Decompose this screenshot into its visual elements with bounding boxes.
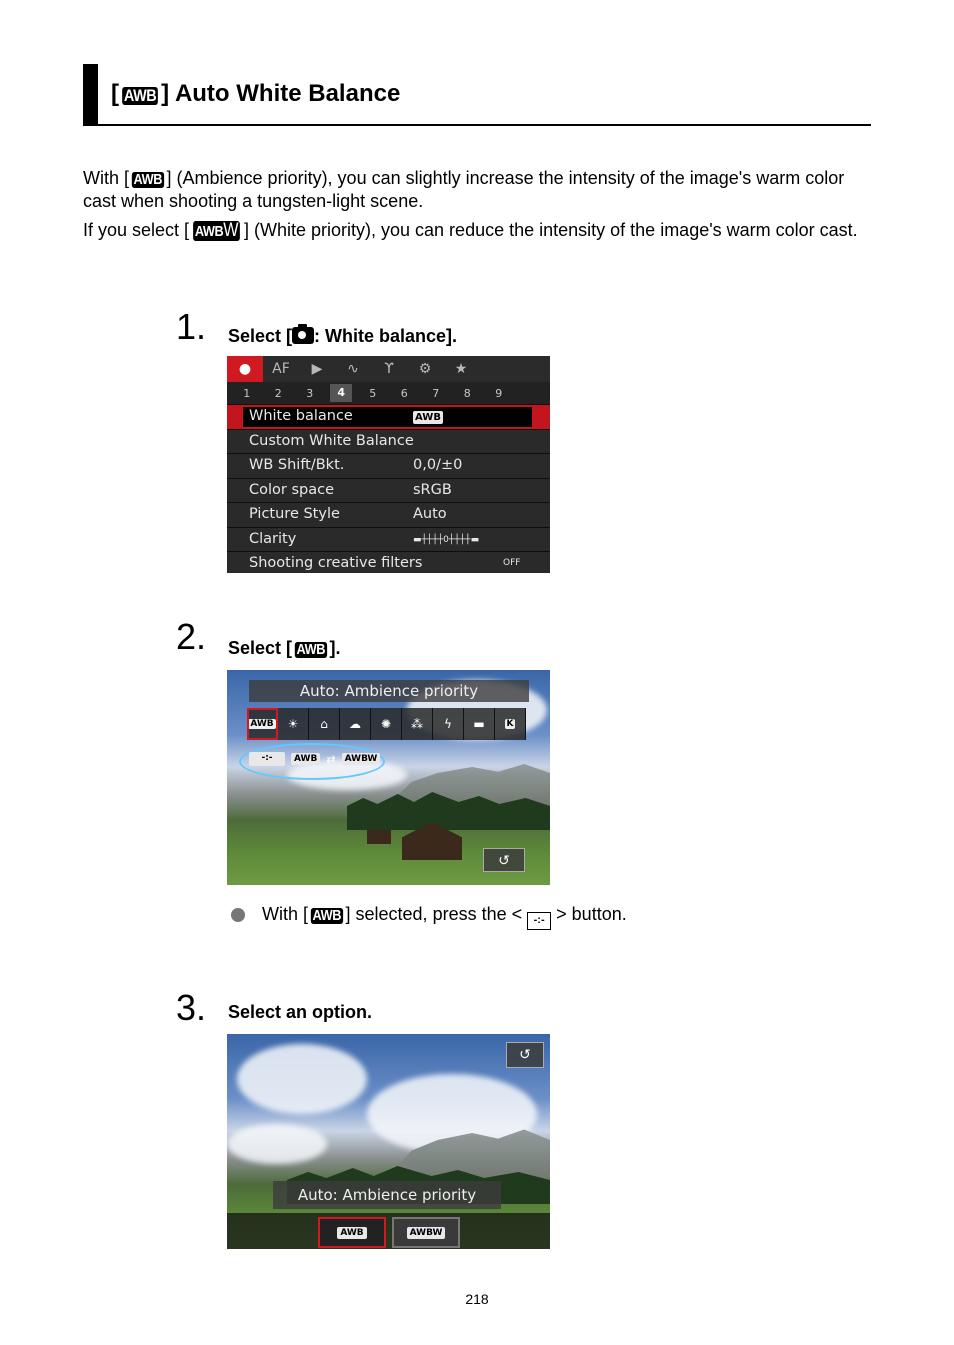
wb-option-fluorescent[interactable]: ⁂ [402, 708, 433, 740]
heading-bar [83, 64, 98, 126]
menu-tab-bar [227, 356, 550, 382]
cloud [237, 1044, 367, 1114]
text: Select [ [228, 326, 293, 346]
awb-white-icon: AWBW [342, 753, 381, 765]
awb-icon: AWB [337, 1227, 366, 1239]
back-button[interactable]: ↺ [483, 848, 525, 872]
wb-mode-title: Auto: Ambience priority [249, 680, 529, 702]
menu-item-value: sRGB [413, 481, 452, 498]
text: If you select [ [83, 220, 190, 240]
menu-item-label: White balance [249, 408, 353, 424]
wb-option-shade[interactable]: ⌂ [309, 708, 340, 740]
cloud [227, 1124, 327, 1164]
page-4[interactable]: 4 [330, 384, 352, 402]
text: ] selected, press the < [345, 904, 523, 924]
menu-item-picture-style[interactable] [227, 502, 550, 527]
icon-text: AWB [194, 223, 224, 240]
step-label-2 [228, 638, 341, 659]
title-text: ] Auto White Balance [161, 80, 401, 107]
tab-playback[interactable]: ▶ [311, 361, 323, 377]
option-bar [227, 1213, 550, 1249]
menu-item-label: Clarity [249, 530, 297, 547]
page-1[interactable]: 1 [243, 386, 251, 400]
awb-icon: AWB [291, 753, 320, 765]
text: : White balance]. [314, 326, 458, 346]
text: With [ [262, 904, 309, 924]
wb-option-tungsten[interactable]: ✺ [371, 708, 402, 740]
menu-item-value: 0,0/±0 [413, 457, 463, 473]
page-8[interactable]: 8 [463, 386, 471, 400]
text: ]. [329, 638, 341, 658]
heading-rule [83, 124, 871, 126]
awb-icon: AWB [123, 86, 157, 105]
tab-wireless[interactable]: ∿ [347, 361, 359, 377]
bracket: [ [111, 80, 119, 107]
intro-paragraph-1 [83, 167, 873, 213]
wb-option-awb[interactable] [247, 708, 278, 740]
text: > button. [556, 904, 627, 924]
text: ] (Ambience priority), you can slightly increase the intensity of the image's warm color cast when shooting a tungsten-light scene. [83, 168, 845, 211]
wb-option-custom[interactable]: ▬ [464, 708, 495, 740]
step-label-3: Select an option. [228, 1002, 373, 1022]
menu-item-white-balance[interactable] [227, 404, 550, 429]
page-6[interactable]: 6 [400, 386, 408, 400]
awb-icon: AWB [296, 641, 326, 658]
kelvin-icon: K [506, 719, 514, 729]
intro-paragraph-2 [83, 219, 873, 242]
menu-item-wb-shift[interactable] [227, 453, 550, 478]
menu-item-color-space[interactable] [227, 478, 550, 503]
awb-white-icon [193, 221, 240, 241]
wb-options-bar [247, 708, 526, 740]
page-number: 218 [465, 1291, 489, 1307]
page-9[interactable]: 9 [495, 386, 503, 400]
back-button[interactable]: ↺ [506, 1042, 544, 1068]
hut-small [367, 830, 391, 844]
menu-item-label: WB Shift/Bkt. [249, 457, 345, 473]
tab-mymenu[interactable]: ★ [454, 361, 468, 377]
page-5[interactable]: 5 [369, 386, 377, 400]
awb-icon: AWB [250, 719, 274, 729]
menu-screen [227, 356, 550, 573]
icon-w: W [223, 220, 239, 241]
step-number-3: 3. [176, 987, 207, 1028]
wb-option-daylight[interactable]: ☀ [278, 708, 309, 740]
menu-item-clarity[interactable] [227, 527, 550, 552]
option-ambience-priority[interactable] [318, 1217, 386, 1248]
menu-item-label: Picture Style [249, 506, 340, 522]
awb-icon: AWB [312, 907, 342, 924]
text: With [ [83, 168, 130, 188]
tab-setup[interactable]: ϒ [384, 361, 394, 377]
text: Select [ [228, 638, 293, 658]
wb-option-kelvin[interactable] [495, 708, 526, 740]
step-label-1 [228, 326, 457, 347]
option-white-priority[interactable] [392, 1217, 460, 1248]
awb-white-icon: AWBW [407, 1227, 446, 1239]
tab-custom[interactable]: ⚙ [418, 361, 432, 377]
menu-item-label: Color space [249, 481, 335, 498]
page-7[interactable]: 7 [432, 386, 440, 400]
tab-shooting[interactable]: ● [227, 356, 263, 382]
bullet-text [262, 904, 627, 930]
camera-icon [292, 327, 314, 344]
clarity-scale: ▬┼┼┼┼0┼┼┼┼▬ [413, 534, 480, 545]
wb-select-screen [227, 670, 550, 885]
bullet-dot [231, 908, 245, 922]
page-title [111, 80, 400, 108]
menu-item-creative-filters[interactable] [227, 551, 550, 573]
awb-icon: AWB [133, 171, 163, 188]
tab-af[interactable]: AF [272, 361, 290, 377]
menu-item-custom-wb[interactable] [227, 429, 550, 454]
step-number-1: 1. [176, 306, 207, 347]
swap-icon: ⇄ [326, 753, 336, 766]
wb-sub-options [249, 749, 380, 769]
filter-off-icon: OFF [503, 558, 521, 568]
menu-item-value [413, 408, 443, 424]
info-button-icon: -:- [527, 912, 551, 930]
menu-item-label: Custom White Balance [249, 432, 414, 449]
menu-item-value: Auto [413, 506, 447, 522]
menu-page-numbers [227, 382, 550, 404]
wb-option-flash[interactable]: ϟ [433, 708, 464, 740]
step-number-2: 2. [176, 616, 207, 657]
wb-option-cloudy[interactable]: ☁ [340, 708, 371, 740]
menu-item-label: Shooting creative filters [249, 555, 423, 571]
wb-mode-title: Auto: Ambience priority [273, 1181, 501, 1209]
awb-icon: AWB [415, 412, 441, 423]
text: ] (White priority), you can reduce the intensity of the image's warm color cast. [244, 220, 858, 240]
page-3[interactable]: 3 [306, 386, 314, 400]
info-button-icon[interactable]: -:- [249, 752, 285, 766]
option-select-screen [227, 1034, 550, 1249]
page-2[interactable]: 2 [274, 386, 282, 400]
